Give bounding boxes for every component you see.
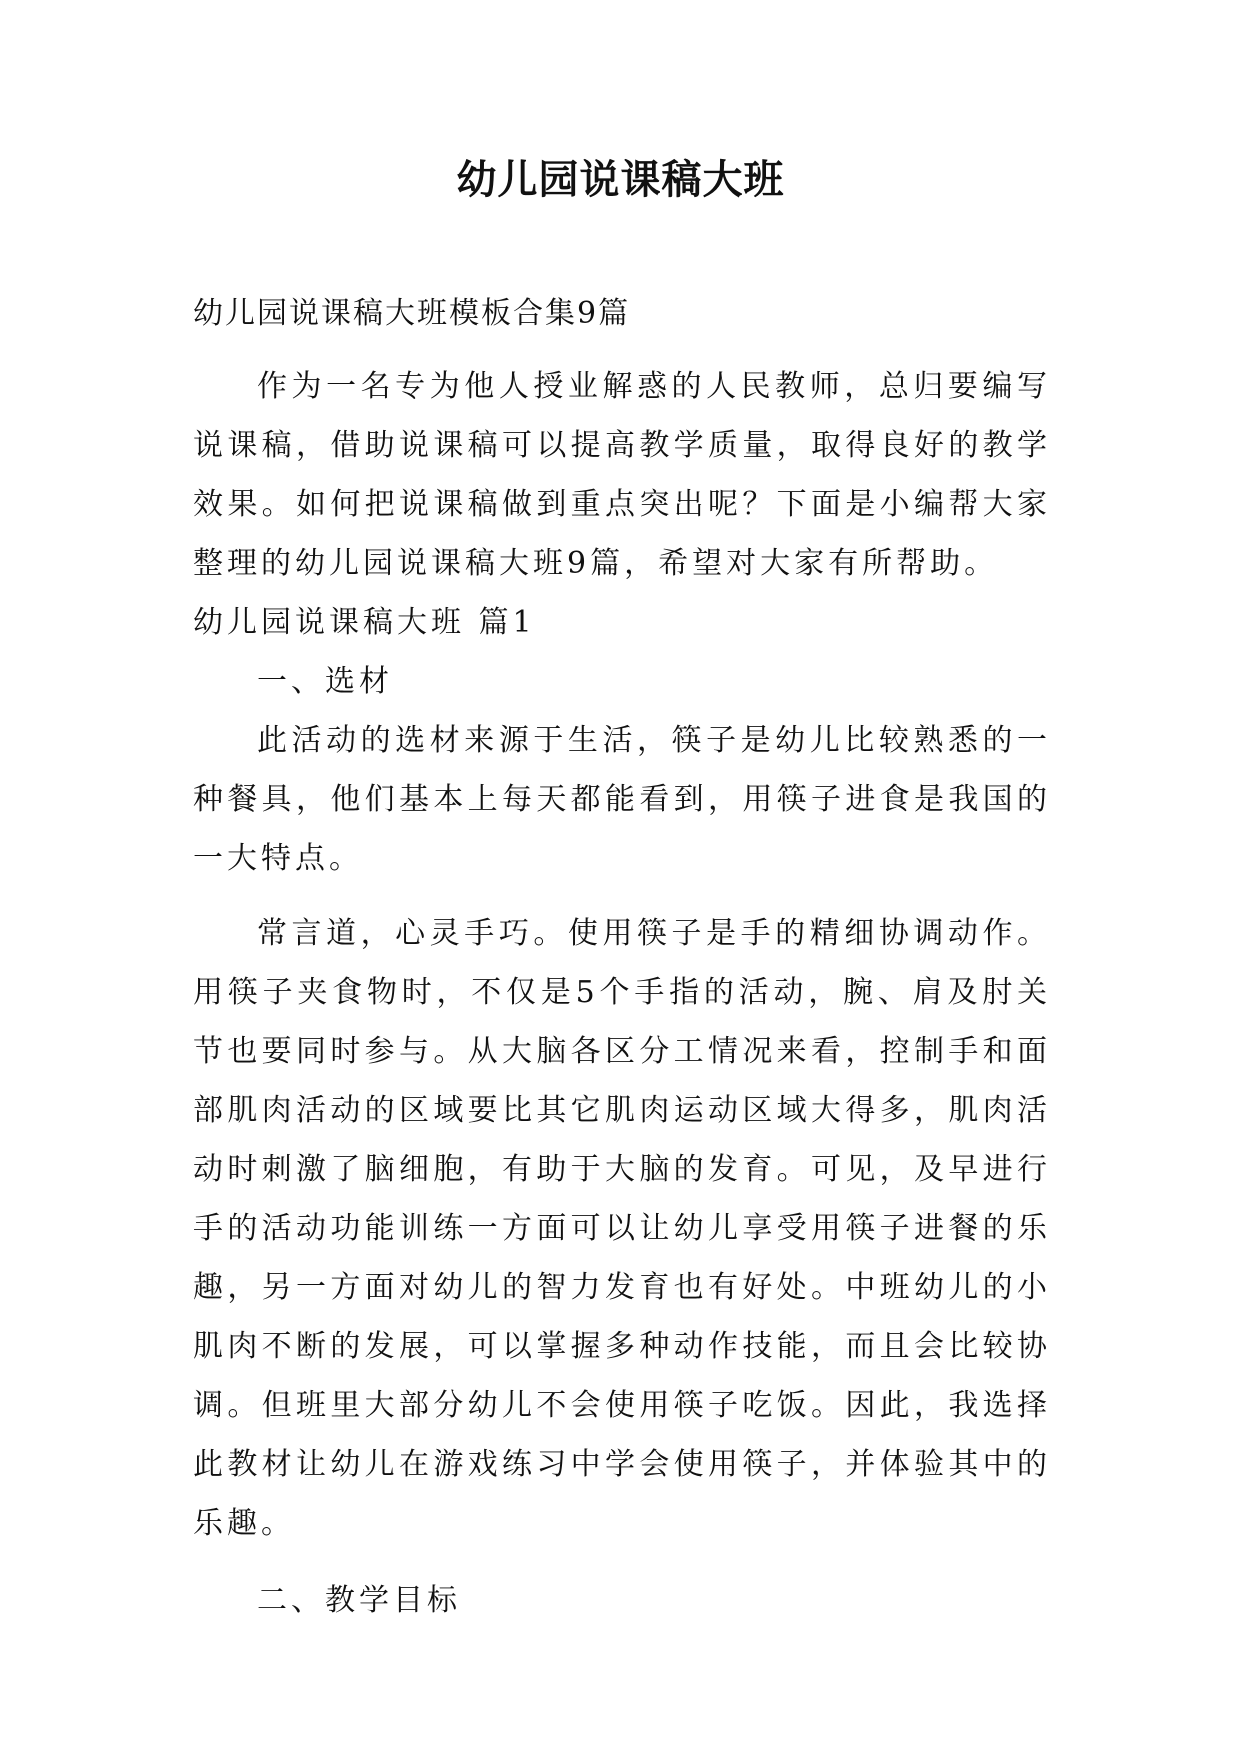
heading-teaching-goals: 二、教学目标 [257, 1583, 461, 1618]
document-title: 幼儿园说课稿大班 [456, 156, 785, 203]
document-body [193, 357, 1051, 1630]
section-heading: 幼儿园说课稿大班 篇1 [193, 605, 536, 640]
document-subtitle: 幼儿园说课稿大班模板合集9篇 [193, 296, 631, 331]
paragraph-selection-1: 此活动的选材来源于生活，筷子是幼儿比较熟悉的一种餐具，他们基本上每天都能看到，用筷子进食是我国的一大特点。 [193, 723, 1051, 876]
intro-paragraph: 作为一名专为他人授业解惑的人民教师，总归要编写说课稿，借助说课稿可以提高教学质量，取得良好的教学效果。如何把说课稿做到重点突出呢？下面是小编帮大家整理的幼儿园说课稿大班9篇，希望对大家有所帮助。 [193, 369, 1051, 581]
heading-selection: 一、选材 [257, 664, 393, 699]
paragraph-selection-2: 常言道，心灵手巧。使用筷子是手的精细协调动作。用筷子夹食物时，不仅是5个手指的活动，腕、肩及肘关节也要同时参与。从大脑各区分工情况来看，控制手和面部肌肉活动的区域要比其它肌肉运动区域大得多，肌肉活动时刺激了脑细胞，有助于大脑的发育。可见，及早进行手的活动功能训练一方面可以让幼儿享受用筷子进餐的乐趣，另一方面对幼儿的智力发育也有好处。中班幼儿的小肌肉不断的发展，可以掌握多种动作技能，而且会比较协调。但班里大部分幼儿不会使用筷子吃饭。因此，我选择此教材让幼儿在游戏练习中学会使用筷子，并体验其中的乐趣。 [193, 916, 1051, 1541]
